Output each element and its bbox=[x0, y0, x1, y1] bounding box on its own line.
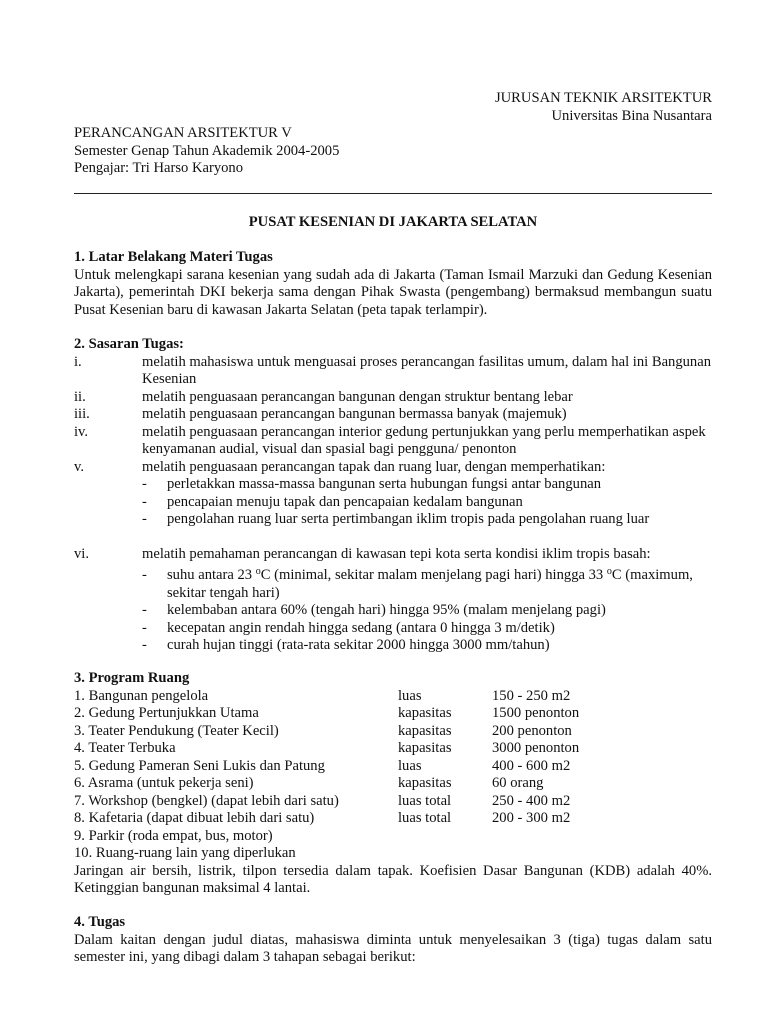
list-item: v. melatih penguasaan perancangan tapak dan ruang luar, dengan memperhatikan: bbox=[74, 458, 606, 475]
program-note: Jaringan air bersih, listrik, tilpon tersedia dalam tapak. Koefisien Dasar Bangunan (KDB) adalah 40%. Ketinggian bangunan maksimal 4 lantai. bbox=[74, 862, 712, 896]
list-item: i. melatih mahasiswa untuk menguasai proses perancangan fasilitas umum, dalam hal ini Bangunan Kesenian bbox=[74, 353, 712, 387]
temperature-text: suhu antara 23 $^o$C (minimal, sekitar malam menjelang pagi hari) hingga 33 $^o$C (maximum, sekitar tengah hari) bbox=[167, 566, 693, 601]
table-row: 3. Teater Pendukung (Teater Kecil) kapasitas 200 penonton bbox=[74, 722, 572, 739]
sub-list-item: - pengolahan ruang luar serta pertimbangan iklim tropis pada pengolahan ruang luar bbox=[142, 511, 650, 527]
header-divider bbox=[74, 193, 712, 194]
section-background bbox=[74, 249, 712, 319]
table-row: 5. Gedung Pameran Seni Lukis dan Patung luas 400 - 600 m2 bbox=[74, 757, 571, 774]
table-row: 8. Kafetaria (dapat dibuat lebih dari satu) luas total 200 - 300 m2 bbox=[74, 810, 571, 826]
header-right bbox=[74, 90, 712, 125]
table-row: 7. Workshop (bengkel) (dapat lebih dari satu) luas total 250 - 400 m2 bbox=[74, 792, 571, 809]
table-row: 10. Ruang-ruang lain yang diperlukan bbox=[74, 845, 296, 861]
table-row: 4. Teater Terbuka kapasitas 3000 penonton bbox=[74, 740, 580, 756]
sub-list-item: - curah hujan tinggi (rata-rata sekitar 2000 hingga 3000 mm/tahun) bbox=[142, 637, 550, 653]
section-body: Untuk melengkapi sarana kesenian yang sudah ada di Jakarta (Taman Ismail Marzuki dan Gedung Kesenian Jakarta), pemerintah DKI bekerja sama dengan Pihak Swasta (pengembang) bermaksud membangun suatu Pusat Kesenian baru di kawasan Jakarta Selatan (peta tapak terlampir). bbox=[74, 266, 712, 318]
sub-list-item: - kecepatan angin rendah hingga sedang (antara 0 hingga 3 m/detik) bbox=[142, 619, 555, 636]
table-row: 2. Gedung Pertunjukkan Utama kapasitas 1500 penonton bbox=[74, 705, 580, 721]
document-title: PUSAT KESENIAN DI JAKARTA SELATAN bbox=[248, 214, 538, 230]
section-heading: 4. Tugas bbox=[74, 914, 126, 930]
table-row: 6. Asrama (untuk pekerja seni) kapasitas 60 orang bbox=[74, 775, 544, 791]
sub-list-item: - perletakkan massa-massa bangunan serta hubungan fungsi antar bangunan bbox=[142, 476, 602, 492]
table-row: 9. Parkir (roda empat, bus, motor) bbox=[74, 827, 273, 844]
list-item: iii. melatih penguasaan perancangan bangunan bermassa banyak (majemuk) bbox=[74, 406, 567, 422]
university-name: Universitas Bina Nusantara bbox=[551, 107, 712, 124]
section-objectives bbox=[74, 336, 712, 655]
section-program bbox=[74, 670, 712, 898]
list-item: ii. melatih penguasaan perancangan bangunan dengan struktur bentang lebar bbox=[74, 388, 573, 405]
sub-list-item: - suhu antara 23 $^o$C (minimal, sekitar malam menjelang pagi hari) hingga 33 $^o$C (maximum, sekitar tengah hari) bbox=[74, 567, 712, 602]
section-heading: 2. Sasaran Tugas: bbox=[74, 336, 184, 352]
course-name: PERANCANGAN ARSITEKTUR V bbox=[74, 125, 292, 141]
section-heading: 3. Program Ruang bbox=[74, 670, 190, 686]
sub-list-item: - kelembaban antara 60% (tengah hari) hingga 95% (malam menjelang pagi) bbox=[142, 602, 606, 618]
section-body: Dalam kaitan dengan judul diatas, mahasiswa diminta untuk menyelesaikan 3 (tiga) tugas dalam satu semester ini, yang dibagi dalam 3 tahapan sebagai berikut: bbox=[74, 931, 712, 965]
section-tasks bbox=[74, 914, 712, 967]
department-name: JURUSAN TEKNIK ARSITEKTUR bbox=[494, 90, 712, 106]
list-item: vi. melatih pemahaman perancangan di kawasan tepi kota serta kondisi iklim tropis basah: bbox=[74, 545, 651, 562]
sub-list-item: - pencapaian menuju tapak dan pencapaian kedalam bangunan bbox=[142, 493, 523, 510]
lecturer-line: Pengajar: Tri Harso Karyono bbox=[74, 160, 244, 176]
header-left bbox=[74, 125, 712, 178]
section-heading: 1. Latar Belakang Materi Tugas bbox=[74, 249, 273, 265]
semester-line: Semester Genap Tahun Akademik 2004-2005 bbox=[74, 142, 340, 159]
table-row: 1. Bangunan pengelola luas 150 - 250 m2 bbox=[74, 687, 571, 704]
list-item: iv. melatih penguasaan perancangan interior gedung pertunjukkan yang perlu memperhatikan aspek kenyamanan audial, visual dan spasial bagi pengguna/ penonton bbox=[74, 423, 706, 457]
